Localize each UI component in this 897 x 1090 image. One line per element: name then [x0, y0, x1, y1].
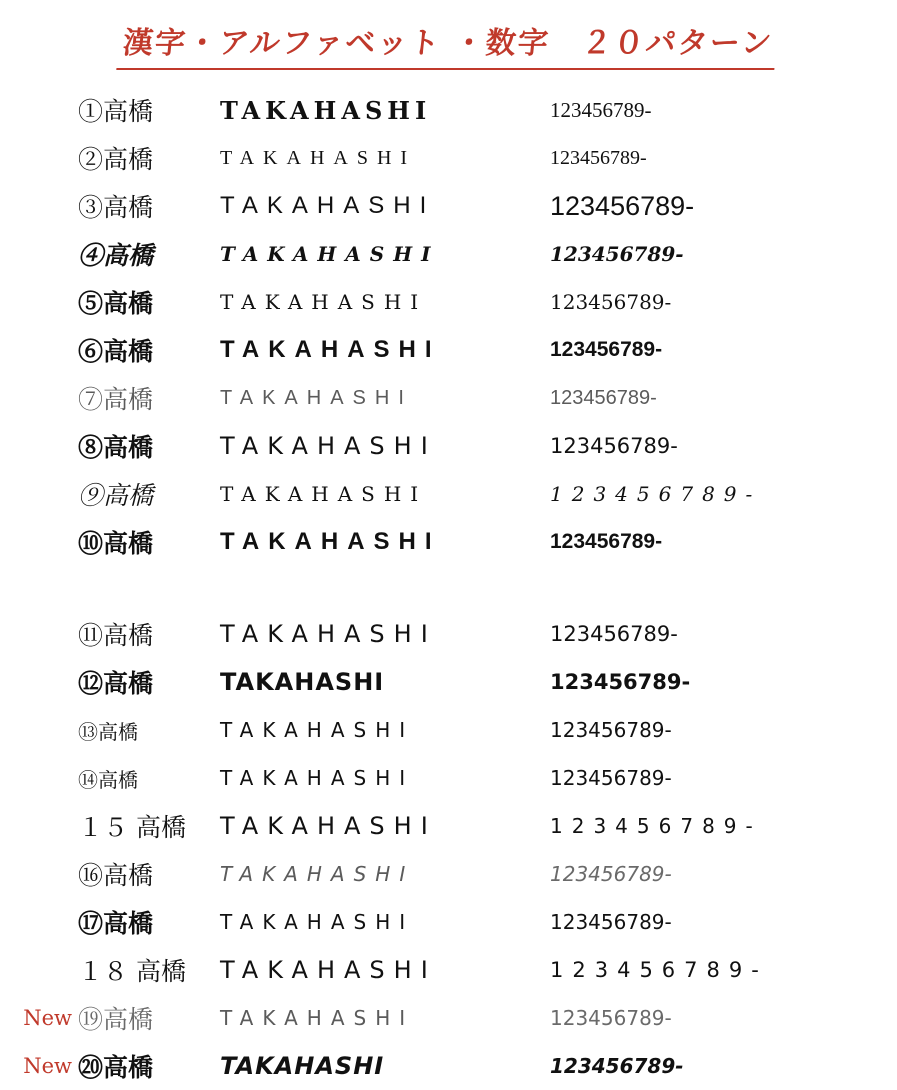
table-row [0, 946, 897, 994]
kanji-sample: ⑤高橋 [78, 289, 154, 318]
alphabet-sample: TAKAHASHI [220, 766, 415, 790]
alphabet-sample: TAKAHASHI [220, 862, 415, 886]
table-row [0, 706, 897, 754]
number-sample: 123456789- [550, 910, 672, 934]
alphabet-sample: TAKAHASHI [220, 956, 437, 984]
number-sample: 123456789- [550, 622, 678, 646]
table-row [0, 658, 897, 706]
alphabet-sample: TAKAHASHI [220, 620, 437, 648]
alphabet-sample: TAKAHASHI [220, 386, 413, 409]
alphabet-sample: TAKAHASHI [220, 192, 436, 219]
number-sample: 123456789- [550, 1006, 672, 1030]
new-badge: New [23, 1006, 72, 1030]
table-row [0, 182, 897, 230]
alphabet-sample: TAKAHASHI [220, 95, 432, 125]
number-sample: 123456789- [550, 814, 762, 838]
kanji-sample: ⑯高橋 [78, 862, 154, 890]
table-row [0, 470, 897, 518]
alphabet-sample: TAKAHASHI [220, 432, 437, 460]
number-sample: 123456789- [550, 766, 672, 790]
kanji-sample: ⑳高橋 [78, 1054, 154, 1082]
kanji-sample: ①高橋 [78, 97, 154, 126]
table-row [0, 230, 897, 278]
table-row [0, 326, 897, 374]
alphabet-sample: TAKAHASHI [220, 668, 385, 696]
number-sample: 123456789- [550, 1054, 684, 1078]
kanji-sample: ⑲高橋 [78, 1005, 154, 1034]
kanji-sample: ⑧高橋 [78, 433, 154, 462]
number-sample: 123456789- [550, 718, 672, 742]
table-row [0, 754, 897, 802]
new-badge: New [23, 1054, 72, 1078]
kanji-sample: ⑬高橋 [78, 719, 138, 744]
kanji-sample: ⑫高橋 [78, 670, 154, 698]
kanji-sample: ⑭高橋 [78, 767, 138, 792]
kanji-sample: ④高橋 [78, 241, 154, 270]
alphabet-sample: TAKAHASHI [220, 482, 428, 506]
alphabet-sample: TAKAHASHI [220, 1052, 385, 1080]
number-sample: 123456789- [550, 670, 691, 694]
kanji-sample: ⑩高橋 [78, 530, 154, 558]
table-row [0, 610, 897, 658]
kanji-sample: １８ 高橋 [78, 957, 186, 986]
kanji-sample: ⑥高橋 [78, 338, 154, 366]
alphabet-sample: TAKAHASHI [220, 812, 437, 840]
alphabet-sample: TAKAHASHI [220, 242, 440, 266]
table-row [0, 994, 897, 1042]
table-row [0, 422, 897, 470]
kanji-sample: ⑪高橋 [78, 622, 154, 650]
pattern-list [0, 76, 897, 1090]
title-banner [0, 0, 897, 76]
table-row [0, 1042, 897, 1090]
section-gap [0, 566, 897, 610]
number-sample: 123456789- [550, 958, 768, 982]
number-sample: 123456789- [550, 338, 663, 361]
alphabet-sample: TAKAHASHI [220, 336, 441, 363]
number-sample: 123456789- [550, 242, 684, 266]
kanji-sample: ③高橋 [78, 194, 154, 222]
page-title: 漢字・アルファベット ・数字 ２０パターン [117, 18, 781, 70]
table-row [0, 374, 897, 422]
table-row [0, 802, 897, 850]
kanji-sample: ⑦高橋 [78, 386, 154, 414]
kanji-sample: ②高橋 [78, 147, 154, 174]
number-sample: 123456789- [550, 290, 672, 314]
number-sample: 123456789- [550, 862, 672, 886]
alphabet-sample: TAKAHASHI [220, 910, 415, 934]
number-sample: 123456789- [550, 386, 657, 409]
table-row [0, 86, 897, 134]
number-sample: 123456789- [550, 146, 647, 169]
table-row [0, 850, 897, 898]
alphabet-sample: TAKAHASHI [220, 1006, 415, 1030]
number-sample: 123456789- [550, 434, 678, 458]
number-sample: 123456789- [550, 190, 695, 221]
kanji-sample: １５ 高橋 [78, 813, 186, 842]
table-row [0, 898, 897, 946]
table-row [0, 518, 897, 566]
number-sample: 123456789- [550, 482, 762, 506]
alphabet-sample: TAKAHASHI [220, 528, 441, 555]
table-row [0, 134, 897, 182]
alphabet-sample: TAKAHASHI [220, 146, 417, 169]
alphabet-sample: TAKAHASHI [220, 718, 415, 742]
number-sample: 123456789- [550, 530, 663, 553]
number-sample: 123456789- [550, 97, 652, 122]
kanji-sample: ⑰高橋 [78, 910, 154, 938]
alphabet-sample: TAKAHASHI [220, 290, 428, 314]
table-row [0, 278, 897, 326]
kanji-sample: ⑨高橋 [78, 481, 154, 510]
